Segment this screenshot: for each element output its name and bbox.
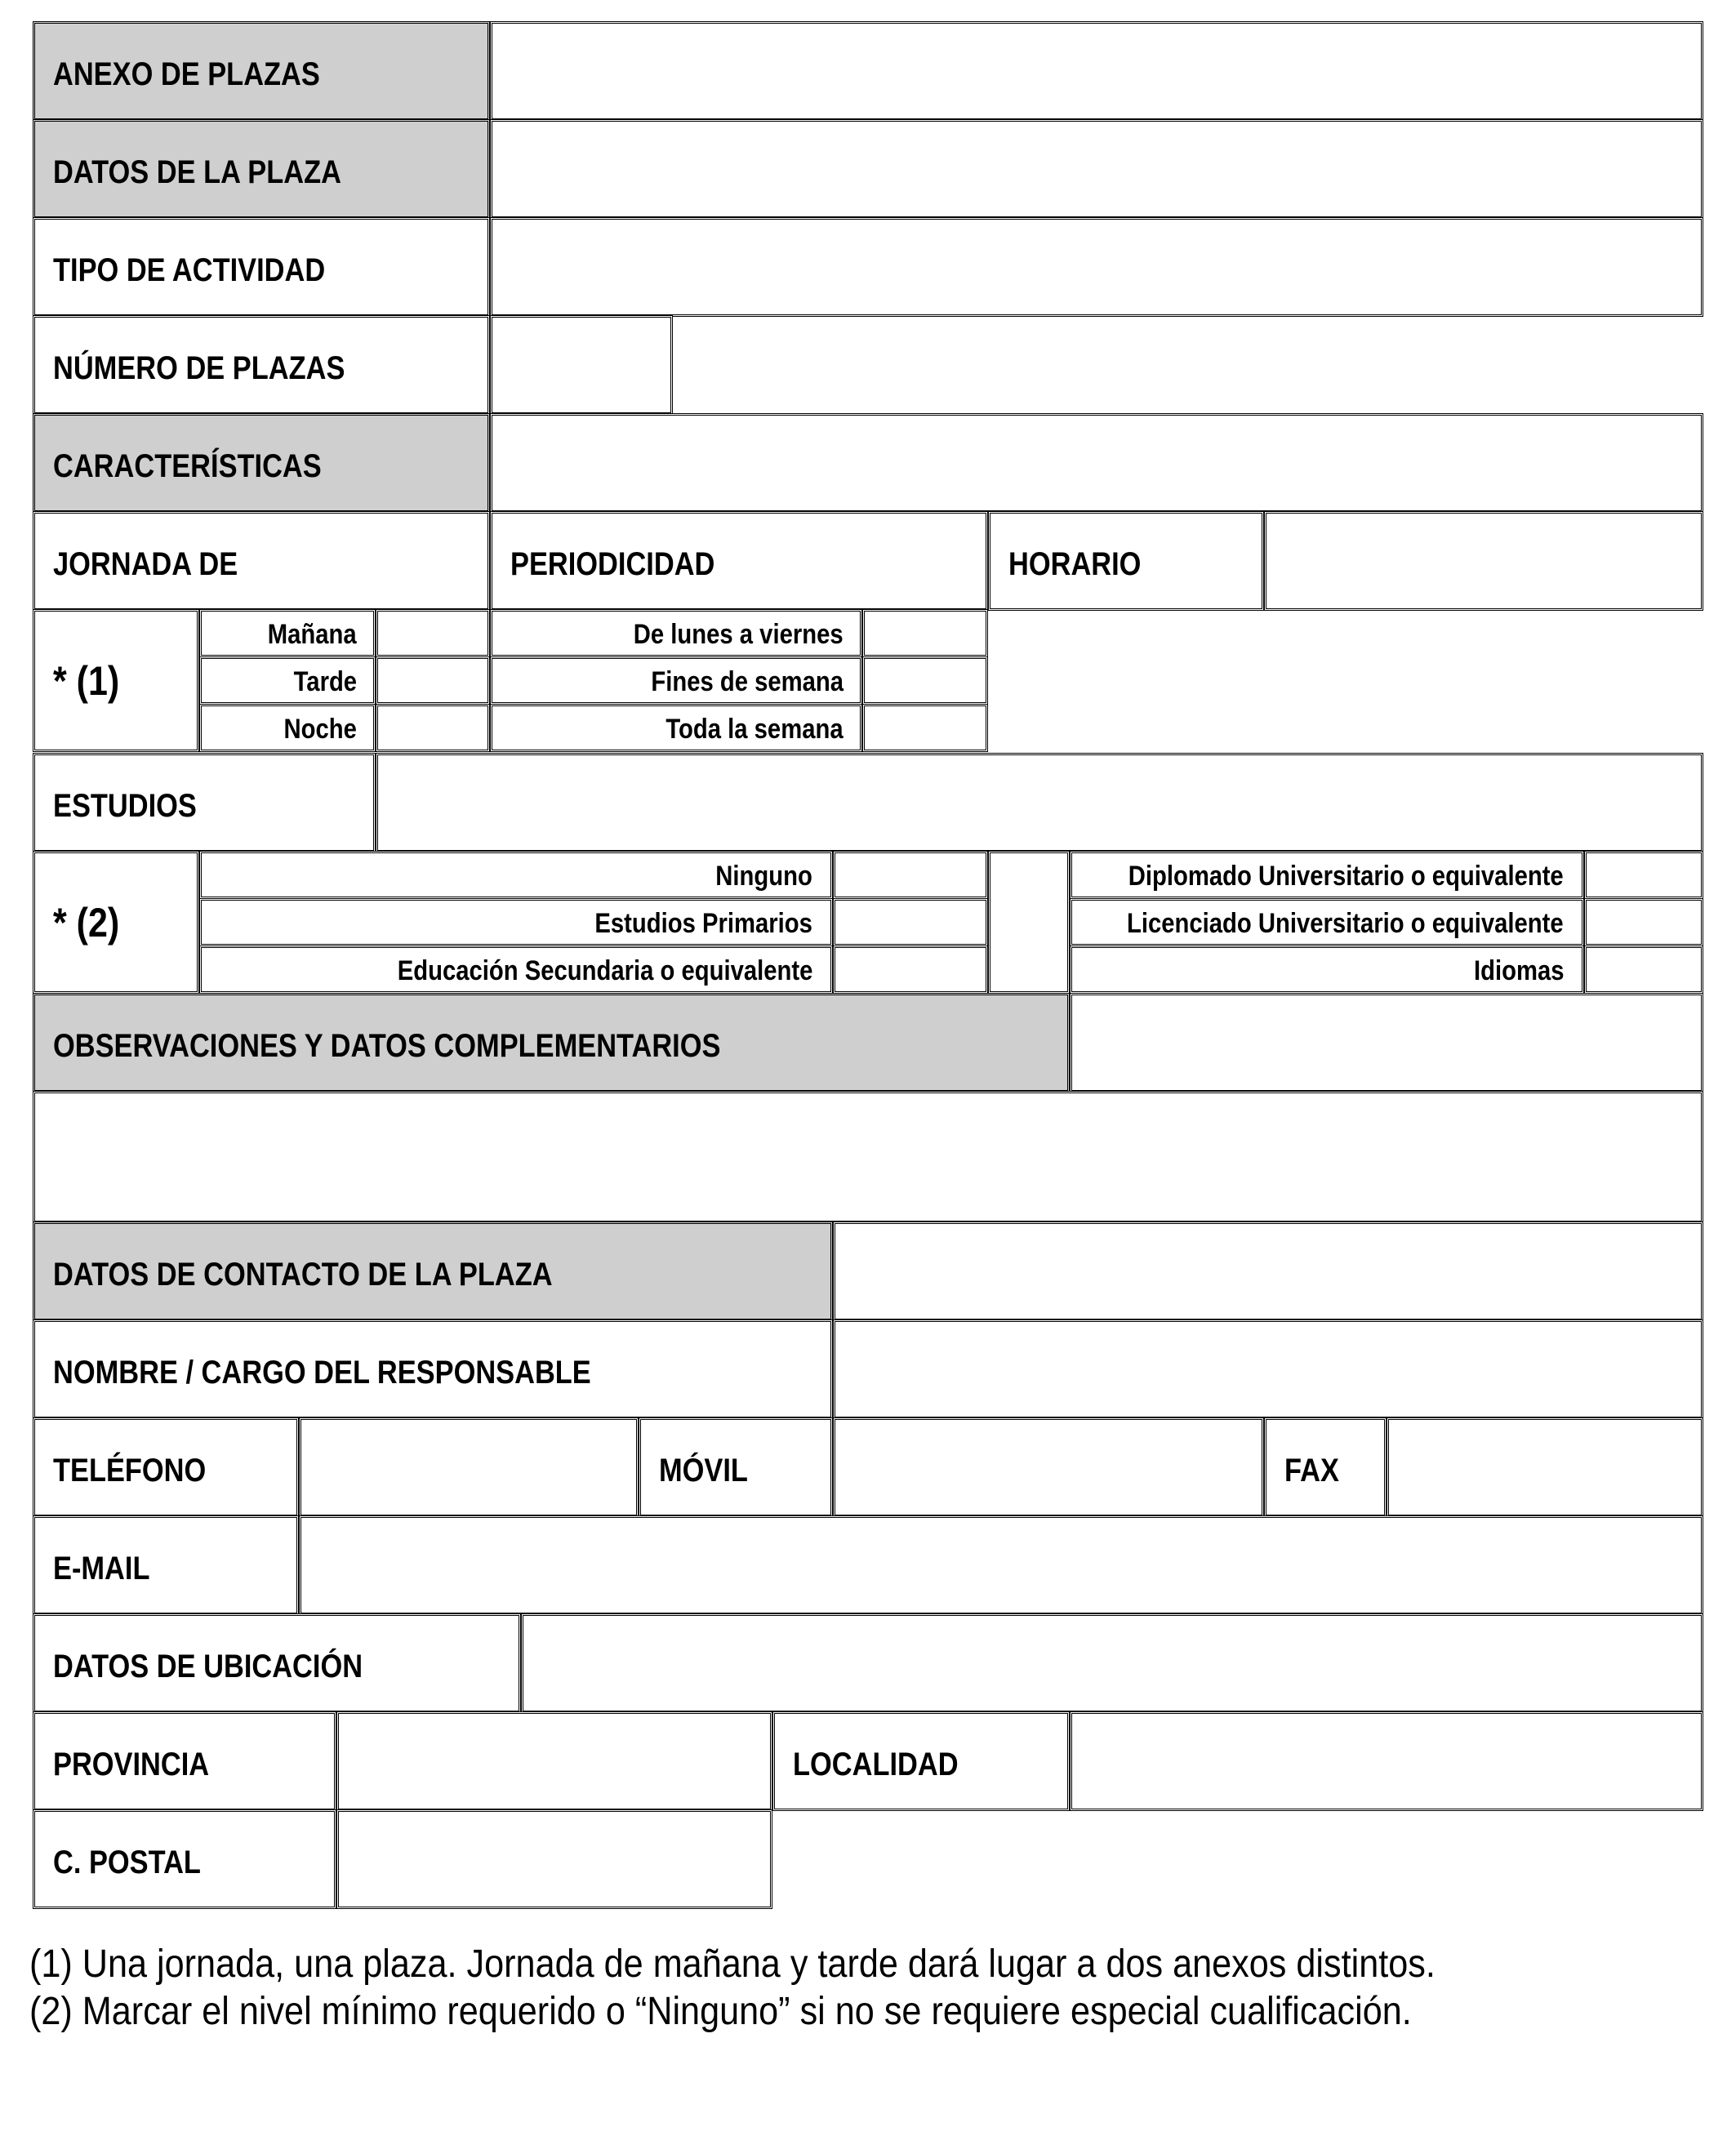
estudios-ninguno-checkbox[interactable] [833, 851, 988, 899]
periodicidad-lunes-viernes-checkbox[interactable] [862, 609, 988, 657]
periodicidad-option-label: Toda la semana [665, 714, 844, 745]
estudios-option-label-cell [199, 898, 833, 946]
numero-plazas-label: NÚMERO DE PLAZAS [53, 350, 345, 386]
fax-label-cell [1264, 1417, 1387, 1517]
cpostal-label-cell [33, 1809, 336, 1909]
estudios-label-cell [33, 753, 376, 852]
contacto-label-cell [33, 1222, 833, 1321]
movil-field[interactable] [833, 1417, 1264, 1517]
datos-plaza-field[interactable] [490, 119, 1703, 219]
horario-label-cell [988, 511, 1264, 611]
jornada-label-cell [33, 511, 490, 611]
anexo-label-cell [33, 21, 490, 121]
estudios-option-label: Diplomado Universitario o equivalente [1128, 861, 1564, 892]
jornada-note-marker-cell [33, 609, 199, 752]
estudios-option-label-cell [1070, 851, 1584, 899]
email-field[interactable] [299, 1515, 1703, 1615]
estudios-option-label-cell [199, 946, 833, 994]
telefono-field[interactable] [299, 1417, 639, 1517]
estudios-option-label-cell [199, 851, 833, 899]
email-label-cell [33, 1515, 299, 1615]
estudios-label: ESTUDIOS [53, 788, 197, 824]
estudios-option-label: Ninguno [715, 861, 812, 892]
contacto-label: DATOS DE CONTACTO DE LA PLAZA [53, 1257, 553, 1293]
estudios-option-label-cell [1070, 946, 1584, 994]
estudios-option-label: Educación Secundaria o equivalente [397, 955, 812, 986]
caracteristicas-label: CARACTERÍSTICAS [53, 448, 322, 484]
periodicidad-option-label-cell [490, 656, 862, 705]
periodicidad-toda-semana-checkbox[interactable] [862, 704, 988, 752]
estudios-secundaria-checkbox[interactable] [833, 946, 988, 994]
movil-label: MÓVIL [659, 1453, 748, 1489]
numero-plazas-label-cell [33, 315, 490, 415]
periodicidad-option-label: De lunes a viernes [634, 619, 844, 650]
estudios-option-label: Estudios Primarios [594, 908, 812, 939]
telefono-label: TELÉFONO [53, 1453, 207, 1489]
datos-plaza-label-cell [33, 119, 490, 219]
estudios-licenciado-checkbox[interactable] [1584, 898, 1703, 946]
observaciones-label-cell [33, 993, 1070, 1092]
horario-field[interactable] [1264, 511, 1703, 611]
responsable-label-cell [33, 1319, 833, 1419]
cpostal-label: C. POSTAL [53, 1845, 201, 1880]
observaciones-label: OBSERVACIONES Y DATOS COMPLEMENTARIOS [53, 1028, 721, 1064]
tipo-actividad-field[interactable] [490, 217, 1703, 317]
tipo-actividad-label: TIPO DE ACTIVIDAD [53, 252, 326, 288]
localidad-field[interactable] [1070, 1711, 1703, 1811]
estudios-diplomado-checkbox[interactable] [1584, 851, 1703, 899]
estudios-note-marker: * (2) [53, 900, 120, 946]
footnote-2: (2) Marcar el nivel mínimo requerido o “Ninguno” si no se requiere especial cualificación. [29, 1990, 1412, 2033]
provincia-field[interactable] [336, 1711, 772, 1811]
jornada-noche-checkbox[interactable] [376, 704, 490, 752]
numero-plazas-field[interactable] [490, 315, 673, 415]
footnote-1: (1) Una jornada, una plaza. Jornada de mañana y tarde dará lugar a dos anexos distintos. [29, 1942, 1436, 1986]
fax-field[interactable] [1387, 1417, 1703, 1517]
cpostal-field[interactable] [336, 1809, 772, 1909]
jornada-option-label-cell [199, 609, 376, 657]
ubicacion-field[interactable] [521, 1613, 1703, 1713]
jornada-option-label: Tarde [293, 666, 357, 697]
estudios-option-label: Licenciado Universitario o equivalente [1127, 908, 1564, 939]
tipo-actividad-label-cell [33, 217, 490, 317]
periodicidad-option-label: Fines de semana [651, 666, 844, 697]
jornada-manana-checkbox[interactable] [376, 609, 490, 657]
movil-label-cell [639, 1417, 833, 1517]
provincia-label-cell [33, 1711, 336, 1811]
caracteristicas-field[interactable] [490, 413, 1703, 513]
estudios-primarios-checkbox[interactable] [833, 898, 988, 946]
anexo-label: ANEXO DE PLAZAS [53, 56, 320, 92]
responsable-field[interactable] [833, 1319, 1703, 1419]
jornada-option-label-cell [199, 656, 376, 705]
telefono-label-cell [33, 1417, 299, 1517]
ubicacion-label-cell [33, 1613, 521, 1713]
estudios-spacer-cell [988, 851, 1070, 994]
periodicidad-label-cell [490, 511, 988, 611]
estudios-idiomas-checkbox[interactable] [1584, 946, 1703, 994]
jornada-option-label-cell [199, 704, 376, 752]
localidad-label-cell [772, 1711, 1070, 1811]
datos-plaza-label: DATOS DE LA PLAZA [53, 154, 341, 190]
estudios-option-label-cell [1070, 898, 1584, 946]
estudios-note-marker-cell [33, 851, 199, 994]
localidad-label: LOCALIDAD [793, 1747, 959, 1782]
observaciones-field[interactable] [33, 1091, 1703, 1223]
anexo-field[interactable] [490, 21, 1703, 121]
contacto-field[interactable] [833, 1222, 1703, 1321]
estudios-option-label: Idiomas [1473, 955, 1564, 986]
caracteristicas-label-cell [33, 413, 490, 513]
horario-label: HORARIO [1008, 546, 1142, 582]
periodicidad-label: PERIODICIDAD [510, 546, 715, 582]
observaciones-header-field[interactable] [1070, 993, 1703, 1092]
periodicidad-fines-semana-checkbox[interactable] [862, 656, 988, 705]
ubicacion-label: DATOS DE UBICACIÓN [53, 1649, 363, 1684]
estudios-field[interactable] [376, 753, 1703, 852]
jornada-option-label: Noche [283, 714, 357, 745]
jornada-option-label: Mañana [268, 619, 357, 650]
periodicidad-option-label-cell [490, 704, 862, 752]
responsable-label: NOMBRE / CARGO DEL RESPONSABLE [53, 1355, 591, 1391]
jornada-note-marker: * (1) [53, 658, 120, 704]
jornada-label: JORNADA DE [53, 546, 238, 582]
email-label: E-MAIL [53, 1551, 150, 1586]
jornada-tarde-checkbox[interactable] [376, 656, 490, 705]
fax-label: FAX [1284, 1453, 1339, 1489]
periodicidad-option-label-cell [490, 609, 862, 657]
provincia-label: PROVINCIA [53, 1747, 210, 1782]
